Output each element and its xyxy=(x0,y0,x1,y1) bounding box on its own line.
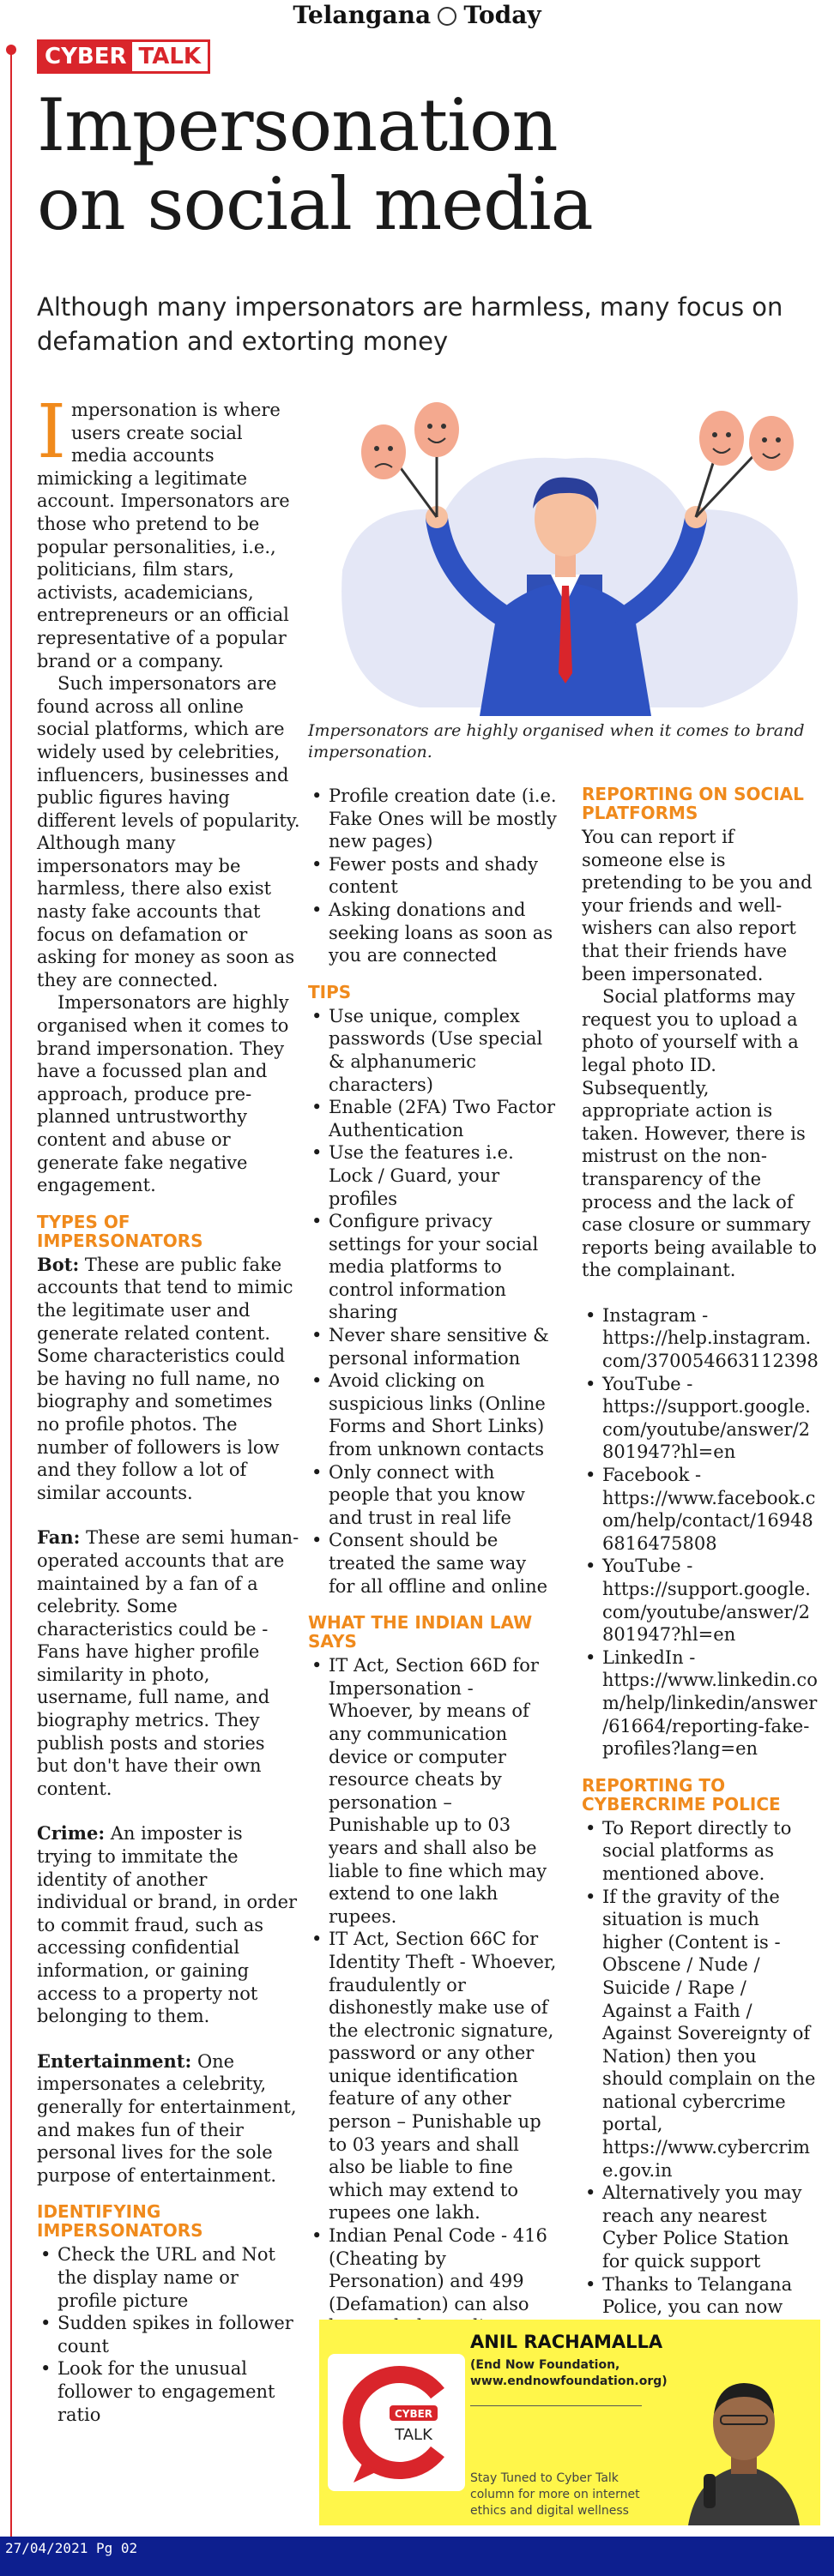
type-fan xyxy=(37,1526,300,1800)
list-item: • Sudden spikes in follower count xyxy=(37,2312,300,2357)
report-link: • LinkedIn - https://www.linkedin.com/help/linkedin/answer/61664/reporting-fake-profiles?lang=en xyxy=(582,1646,820,1760)
spacer xyxy=(37,2028,300,2050)
subhead-identifying: IDENTIFYING IMPERSONATORS xyxy=(37,2201,203,2242)
headline-line-2: on social media xyxy=(37,162,593,246)
masthead xyxy=(0,0,834,33)
list-item: • Thanks to Telangana Police, you can now xyxy=(582,2273,820,2387)
list-item: • If the gravity of the situation is much higher (Content is - Obscene / Nude / Suicide / Rape / Against a Faith / Against Sovereignty of Nation) then you should complain on the national cybercrime portal, https://www.cybercrime.gov.in xyxy=(582,1886,820,2182)
list-item: • Alternatively you may reach any nearest Cyber Police Station for quick support xyxy=(582,2182,820,2272)
list-item: • Configure privacy settings for your social media platforms to control information sharing xyxy=(308,1210,557,1324)
list-item: • Use unique, complex passwords (Use special & alphanumeric characters) xyxy=(308,1005,557,1096)
intro-paragraph xyxy=(37,389,300,672)
type-entertainment-text: One impersonates a celebrity, generally for entertainment, and makes fun of their personal lives for the sole purpose of entertainment. xyxy=(37,2050,297,2186)
column-3 xyxy=(582,785,820,2387)
type-bot-text: These are public fake accounts that tend to mimic the legitimate user and generate related content. Some characteristics could be having no full name, no biography and sometimes no profile photos. The number of followers is low and they follow a lot of similar accounts. xyxy=(37,1254,293,1503)
logo-talk-text: TALK xyxy=(395,2426,432,2444)
author-promo-box xyxy=(319,2320,820,2525)
happy-mask-icon xyxy=(414,402,459,457)
list-item: • Indian Penal Code - 416 (Cheating by Personation) and 499 (Defamation) can also xyxy=(308,2224,557,2362)
type-entertainment-label: Entertainment: xyxy=(37,2049,192,2072)
type-fan-label: Fan: xyxy=(37,1526,81,1549)
headline xyxy=(37,83,809,246)
type-bot xyxy=(37,1254,300,1505)
masthead-left: Telangana xyxy=(293,1,432,29)
badge-part-2: TALK xyxy=(132,42,208,71)
paragraph-2: Such impersonators are found across all online social platforms, which are widely used by celebrities, influencers, businesses and public figures having different levels of popularity. Although many impersonators may be harmless, there also exist nasty fake accounts that focus on defamation or asking for money as soon as they are connected. xyxy=(37,673,300,990)
spacer xyxy=(582,1282,820,1304)
list-item: • IT Act, Section 66D for Impersonation - Whoever, by means of any communication device or computer resource cheats by personation – Punishable up to 03 years and shall also be liable to fine which may extend to one lakh rupees. xyxy=(308,1654,557,1928)
list-item: • To Report directly to social platforms as mentioned above. xyxy=(582,1817,820,1886)
type-bot-label: Bot: xyxy=(37,1253,80,1275)
smiling-mask-icon xyxy=(699,411,744,466)
footer-date-page: 27/04/2021 Pg 02 xyxy=(5,2540,138,2556)
accent-dot xyxy=(6,45,16,55)
list-item: • Look for the unusual follower to engagement ratio xyxy=(37,2357,300,2426)
list-item: • Only connect with people that you know and trust in real life xyxy=(308,1461,557,1530)
type-entertainment xyxy=(37,2050,300,2188)
logo-cyber-text: CYBER xyxy=(394,2408,433,2420)
subhead-types: TYPES OF IMPERSONATORS xyxy=(37,1211,203,1251)
list-item: • Fewer posts and shady content xyxy=(308,853,557,899)
identifying-list xyxy=(37,2243,300,2426)
paragraph-3: Impersonators are highly organised when it comes to brand impersonation. They have a focussed plan and approach, produce pre-planned untrustworthy content and abuse or generate fake negative engagement. xyxy=(37,992,289,1196)
column-1 xyxy=(37,389,300,2426)
column-2 xyxy=(308,785,557,2362)
author-org-line-2: www.endnowfoundation.org) xyxy=(470,2374,668,2388)
author-org-line-1: (End Now Foundation, xyxy=(470,2358,620,2372)
standfirst: Although many impersonators are harmless, many focus on defamation and extorting money xyxy=(37,292,783,356)
masthead-emblem-icon xyxy=(438,7,456,26)
list-item: • Enable (2FA) Two Factor Authentication xyxy=(308,1096,557,1141)
report-link: • YouTube - https://support.google.com/youtube/answer/2801947?hl=en xyxy=(582,1555,820,1646)
type-fan-text: These are semi human-operated accounts that are maintained by a fan of a celebrity. Some characteristics could be - Fans have higher profile similarity in photo, username, full name, and biography metrics. They publish posts and stories but don't have their own content. xyxy=(37,1527,299,1799)
author-photo-icon xyxy=(680,2345,808,2525)
headline-line-1: Impersonation xyxy=(37,83,558,167)
author-name: ANIL RACHAMALLA xyxy=(470,2332,663,2352)
badge-part-1: CYBER xyxy=(39,42,132,71)
subhead-police: REPORTING TO CYBERCRIME POLICE xyxy=(582,1774,781,1815)
section-badge xyxy=(37,39,210,74)
spacer xyxy=(37,1800,300,1822)
list-item: • Consent should be treated the same way for all offline and online xyxy=(308,1529,557,1598)
intro-text: mpersonation is where users create social media accounts mimicking a legitimate account. Impersonators are those who pretend to be popular personalities, i.e., politicians, film stars, activists, academicians, entrepreneurs or an official representative of a popular brand or a company. xyxy=(37,400,290,671)
grinning-mask-icon xyxy=(749,416,794,471)
drop-cap: I xyxy=(37,389,66,475)
law-list xyxy=(308,1654,557,2361)
report-link: • Instagram - https://help.instagram.com/370054663112398 xyxy=(582,1304,820,1373)
type-crime xyxy=(37,1822,300,2027)
accent-rule xyxy=(10,48,12,2561)
report-link: • Facebook - https://www.facebook.com/help/contact/169486816475808 xyxy=(582,1464,820,1555)
type-crime-text: An imposter is trying to immitate the identity of another individual or brand, in order to commit fraud, such as accessing confidential information, or gaining access to a property not belonging to them. xyxy=(37,1823,298,2027)
author-organisation xyxy=(470,2357,668,2390)
type-crime-label: Crime: xyxy=(37,1822,106,1845)
cyber-talk-logo-card xyxy=(328,2354,465,2491)
impersonation-illustration xyxy=(308,399,820,716)
list-item: • Profile creation date (i.e. Fake Ones will be mostly new pages) xyxy=(308,785,557,853)
police-list xyxy=(582,1817,820,2387)
reporting-paragraph-1: You can report if someone else is pretending to be you and your friends and well-wishers can also report that their friends have been impersonated. xyxy=(582,827,813,984)
list-item: • Avoid clicking on suspicious links (Online Forms and Short Links) from unknown contacts xyxy=(308,1369,557,1460)
reporting-paragraph-2: Social platforms may request you to upload a photo of yourself with a legal photo ID. Subsequently, appropriate action is taken. However, there is mistrust on the non-transparency of the process and the lack of case closure or summary reports being available to the complainant. xyxy=(582,986,817,1281)
report-links-list xyxy=(582,1304,820,1760)
list-item: • Check the URL and Not the display name or profile picture xyxy=(37,2243,300,2312)
list-item: • IT Act, Section 66C for Identity Theft - Whoever, fraudulently or dishonestly make use of the electronic signature, password or any other unique identification feature of any other person – Punishable up to 03 years and shall also be liable to fine which may extend to rupees one lakh. xyxy=(308,1928,557,2224)
column-tagline: Stay Tuned to Cyber Talk column for more on internet ethics and digital wellness xyxy=(470,2471,640,2518)
page-footer xyxy=(0,2537,834,2576)
masthead-right: Today xyxy=(463,1,541,29)
list-item: • Use the features i.e. Lock / Guard, your profiles xyxy=(308,1141,557,1210)
promo-divider xyxy=(470,2405,642,2406)
tips-list xyxy=(308,1005,557,1598)
sad-mask-icon xyxy=(361,424,406,479)
report-link: • YouTube - https://support.google.com/youtube/answer/2801947?hl=en xyxy=(582,1373,820,1464)
subhead-law: WHAT THE INDIAN LAW SAYS xyxy=(308,1612,533,1652)
identifying-list-continued xyxy=(308,785,557,967)
illustration-caption: Impersonators are highly organised when it comes to brand impersonation. xyxy=(308,721,805,761)
list-item: • Asking donations and seeking loans as soon as you are connected xyxy=(308,899,557,967)
subhead-tips: TIPS xyxy=(308,981,352,1002)
list-item: • Never share sensitive & personal information xyxy=(308,1324,557,1369)
cyber-talk-logo-icon xyxy=(328,2354,465,2491)
spacer xyxy=(37,1504,300,1526)
subhead-reporting: REPORTING ON SOCIAL PLATFORMS xyxy=(582,784,804,823)
